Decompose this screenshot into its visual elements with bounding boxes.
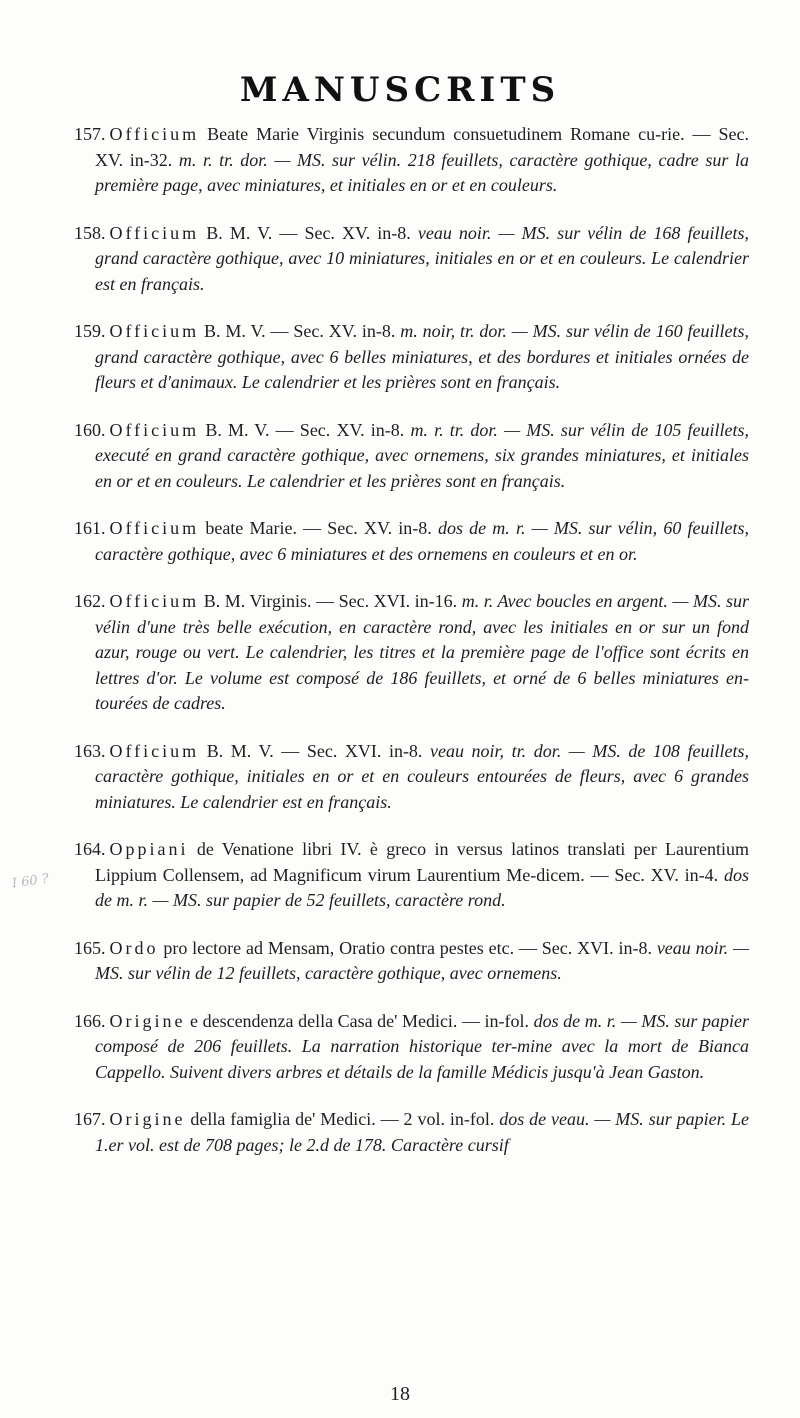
entry-details: dos de m. r. — MS. sur papier composé de 206 feuillets. La narration historique ter-mine avec la mort de Bianca Cappello. Suivent divers arbres et détails de la famille Médicis jusqu'à Jean Gaston.: [95, 1010, 749, 1082]
entry-number: 159.: [74, 321, 106, 341]
entry-heading: Officium: [109, 419, 200, 440]
entry-details: veau noir, tr. dor. — MS. de 108 feuillets, caractère gothique, initiales en or et en couleurs entourées de fleurs, avec 6 grandes miniatures. Le calendrier est en français.: [95, 740, 749, 812]
entry-description: B. M. Virginis. — Sec. XVI. in-16.: [199, 591, 462, 611]
catalog-entry: [74, 418, 749, 495]
catalog-entry: [74, 936, 749, 987]
entry-heading: Officium: [109, 321, 200, 341]
entry-heading: Officium: [109, 591, 200, 611]
entry-heading: Ordo: [109, 937, 159, 958]
catalog-entry: [74, 221, 749, 298]
entry-description: e descendenza della Casa de' Medici. — in-fol.: [185, 1010, 534, 1031]
entry-details: m. r. tr. dor. — MS. sur vélin de 105 feuillets, executé en grand caractère gothique, avec ornemens, six grandes miniatures, et initiales en or et en couleurs. Le calendrier et les prières sont en français.: [95, 419, 749, 491]
entry-description: de Venatione libri IV. è greco in versus latinos translati per Laurentium Lippium Collensem, ad Magnificum virum Laurentium Me-dicem. — Sec. XV. in-4.: [95, 839, 749, 885]
entry-number: 163.: [74, 740, 106, 761]
catalog-entry: [74, 1009, 749, 1086]
entry-details: dos de m. r. — MS. sur vélin, 60 feuillets, caractère gothique, avec 6 miniatures et des ornemens en couleurs et en or.: [95, 518, 749, 564]
entry-number: 158.: [74, 222, 106, 243]
page-title: MANUSCRITS: [239, 70, 561, 110]
entry-heading: Officium: [109, 518, 200, 538]
margin-annotation: I 60 ?: [11, 871, 50, 892]
catalog-entry: [74, 589, 749, 717]
catalog-entry: [74, 319, 749, 396]
entry-details: veau noir. — MS. sur vélin de 168 feuillets, grand caractère gothique, avec 10 miniatures, initiales en or et en couleurs. Le calendrier est en français.: [95, 222, 749, 294]
entry-description: Beate Marie Virginis secundum consuetudinem Romane cu-rie. — Sec. XV. in-32.: [95, 124, 749, 170]
entry-number: 162.: [74, 591, 106, 611]
catalog-entry: [74, 739, 749, 816]
catalog-entry: [74, 122, 749, 199]
entry-number: 157.: [74, 124, 106, 144]
entry-number: 164.: [74, 839, 106, 859]
catalog-entry: [74, 516, 749, 567]
entry-description: B. M. V. — Sec. XV. in-8.: [199, 321, 401, 341]
entry-number: 165.: [74, 937, 106, 958]
page-number: 18: [390, 1383, 410, 1405]
entry-details: veau noir. — MS. sur vélin de 12 feuillets, caractère gothique, avec ornemens.: [95, 937, 749, 983]
entry-heading: Officium: [109, 222, 200, 243]
entry-number: 167.: [74, 1109, 106, 1129]
entry-details: m. noir, tr. dor. — MS. sur vélin de 160 feuillets, grand caractère gothique, avec 6 belles miniatures, et des bordures et initiales ornées de fleurs et d'animaux. Le calendrier et les prières sont en français.: [95, 321, 750, 392]
entry-heading: Origine: [109, 1109, 186, 1129]
entry-details: dos de m. r. — MS. sur papier de 52 feuillets, caractère rond.: [95, 864, 749, 910]
catalog-entry: [74, 1107, 749, 1158]
entry-description: B. M. V. — Sec. XVI. in-8.: [199, 740, 430, 761]
entry-details: dos de veau. — MS. sur papier. Le 1.er vol. est de 708 pages; le 2.d de 178. Caractère cursif: [95, 1109, 749, 1155]
entry-description: B. M. V. — Sec. XV. in-8.: [199, 222, 418, 243]
entry-description: della famiglia de' Medici. — 2 vol. in-fol.: [185, 1109, 500, 1129]
entry-details: m. r. tr. dor. — MS. sur vélin. 218 feuillets, caractère gothique, cadre sur la première page, avec miniatures, et initiales en or et en couleurs.: [95, 149, 749, 195]
entry-heading: Officium: [109, 124, 200, 144]
entry-description: pro lectore ad Mensam, Oratio contra pestes etc. — Sec. XVI. in-8.: [158, 937, 657, 958]
catalog-entry: [74, 837, 749, 914]
entry-details: m. r. Avec boucles en argent. — MS. sur vélin d'une très belle exécution, en caractère rond, avec les initiales en or sur un fond azur, rouge ou vert. Le calendrier, les titres et la première page de l'office sont écrits en lettres d'or. Le volume est composé de 186 feuillets, et orné de 6 belles miniatures en-tourées de cadres.: [95, 591, 749, 713]
entry-heading: Origine: [109, 1010, 186, 1031]
entry-description: beate Marie. — Sec. XV. in-8.: [199, 518, 438, 538]
entry-heading: Oppiani: [109, 839, 189, 859]
entry-number: 166.: [74, 1010, 106, 1031]
entry-heading: Officium: [109, 740, 200, 761]
entry-description: B. M. V. — Sec. XV. in-8.: [199, 419, 411, 440]
entry-list: [74, 122, 749, 1180]
entry-number: 160.: [74, 419, 106, 440]
entry-number: 161.: [74, 518, 106, 538]
